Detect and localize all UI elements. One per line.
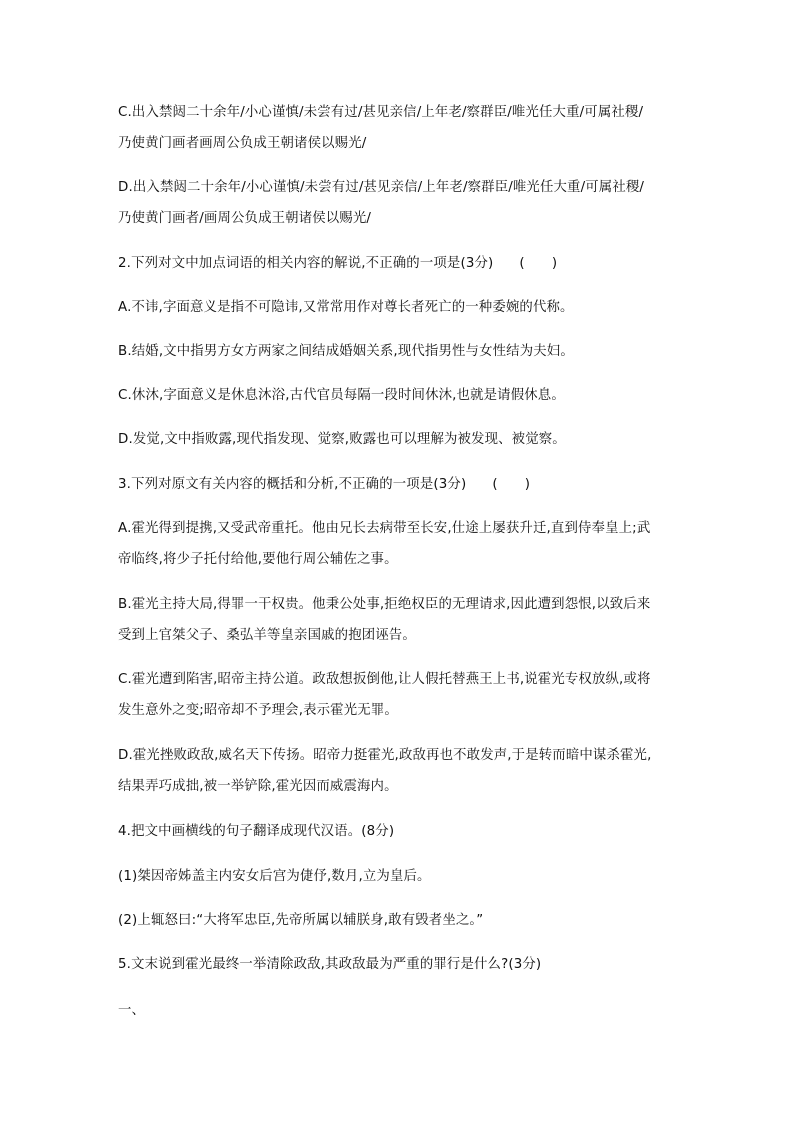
question-4-item-1: (1)桀因帝姊盖主内安女后宫为倢伃,数月,立为皇后。 xyxy=(118,869,431,884)
question-3-option-b-line-2: 受到上官桀父子、桑弘羊等皇亲国戚的抱团诬告。 xyxy=(118,628,416,643)
question-2-option-b: B.结婚,文中指男方女方两家之间结成婚姻关系,现代指男性与女性结为夫妇。 xyxy=(118,344,574,359)
question-3-text: 3.下列对原文有关内容的概括和分析,不正确的一项是(3分) xyxy=(118,477,467,492)
option-c-line-1: C.出入禁闼二十余年/小心谨慎/未尝有过/甚见亲信/上年老/察群臣/唯光任大重/可属社稷/ xyxy=(118,105,644,120)
question-3 xyxy=(118,476,530,494)
question-3-option-c-line-2: 发生意外之变;昭帝却不予理会,表示霍光无罪。 xyxy=(118,703,398,718)
option-c-line-2: 乃使黄门画者画周公负成王朝诸侯以赐光/ xyxy=(118,136,367,151)
question-3-answer-blank: ( ) xyxy=(492,477,531,492)
question-5: 5.文末说到霍光最终一举清除政敌,其政敌最为严重的罪行是什么?(3分) xyxy=(118,957,542,972)
question-2-option-c: C.休沐,字面意义是休息沐浴,古代官员每隔一段时间休沐,也就是请假休息。 xyxy=(118,388,565,403)
question-4-item-2: (2)上辄怒曰:“大将军忠臣,先帝所属以辅朕身,敢有毁者坐之。” xyxy=(118,913,484,928)
question-3-option-b-line-1: B.霍光主持大局,得罪一干权贵。他秉公处事,拒绝权臣的无理请求,因此遭到怨恨,以致后来 xyxy=(118,597,651,612)
section-heading: 一、 xyxy=(118,1003,146,1018)
question-3-option-c-line-1: C.霍光遭到陷害,昭帝主持公道。政敌想扳倒他,让人假托替燕王上书,说霍光专权放纵,或将 xyxy=(118,672,651,687)
question-3-option-a-line-1: A.霍光得到提携,又受武帝重托。他由兄长去病带至长安,仕途上屡获升迁,直到侍奉皇上;武 xyxy=(118,521,651,536)
question-2-answer-blank: ( ) xyxy=(519,256,558,271)
option-d-line-1: D.出入禁闼二十余年/小心谨慎/未尝有过/甚见亲信/上年老/察群臣/唯光任大重/可属社稷/ xyxy=(118,180,645,195)
question-3-option-d-line-1: D.霍光挫败政敌,威名天下传扬。昭帝力挺霍光,政敌再也不敢发声,于是转而暗中谋杀霍光, xyxy=(118,748,652,763)
question-4: 4.把文中画横线的句子翻译成现代汉语。(8分) xyxy=(118,824,395,839)
question-2-option-a: A.不讳,字面意义是指不可隐讳,又常常用作对尊长者死亡的一种委婉的代称。 xyxy=(118,300,574,315)
question-2-text: 2.下列对文中加点词语的相关内容的解说,不正确的一项是(3分) xyxy=(118,256,494,271)
question-2-option-d: D.发觉,文中指败露,现代指发现、觉察,败露也可以理解为被发现、被觉察。 xyxy=(118,432,566,447)
question-3-option-d-line-2: 结果弄巧成拙,被一举铲除,霍光因而威震海内。 xyxy=(118,779,398,794)
question-3-option-a-line-2: 帝临终,将少子托付给他,要他行周公辅佐之事。 xyxy=(118,552,398,567)
option-d-line-2: 乃使黄门画者/画周公负成王朝诸侯以赐光/ xyxy=(118,211,372,226)
question-2 xyxy=(118,255,557,273)
